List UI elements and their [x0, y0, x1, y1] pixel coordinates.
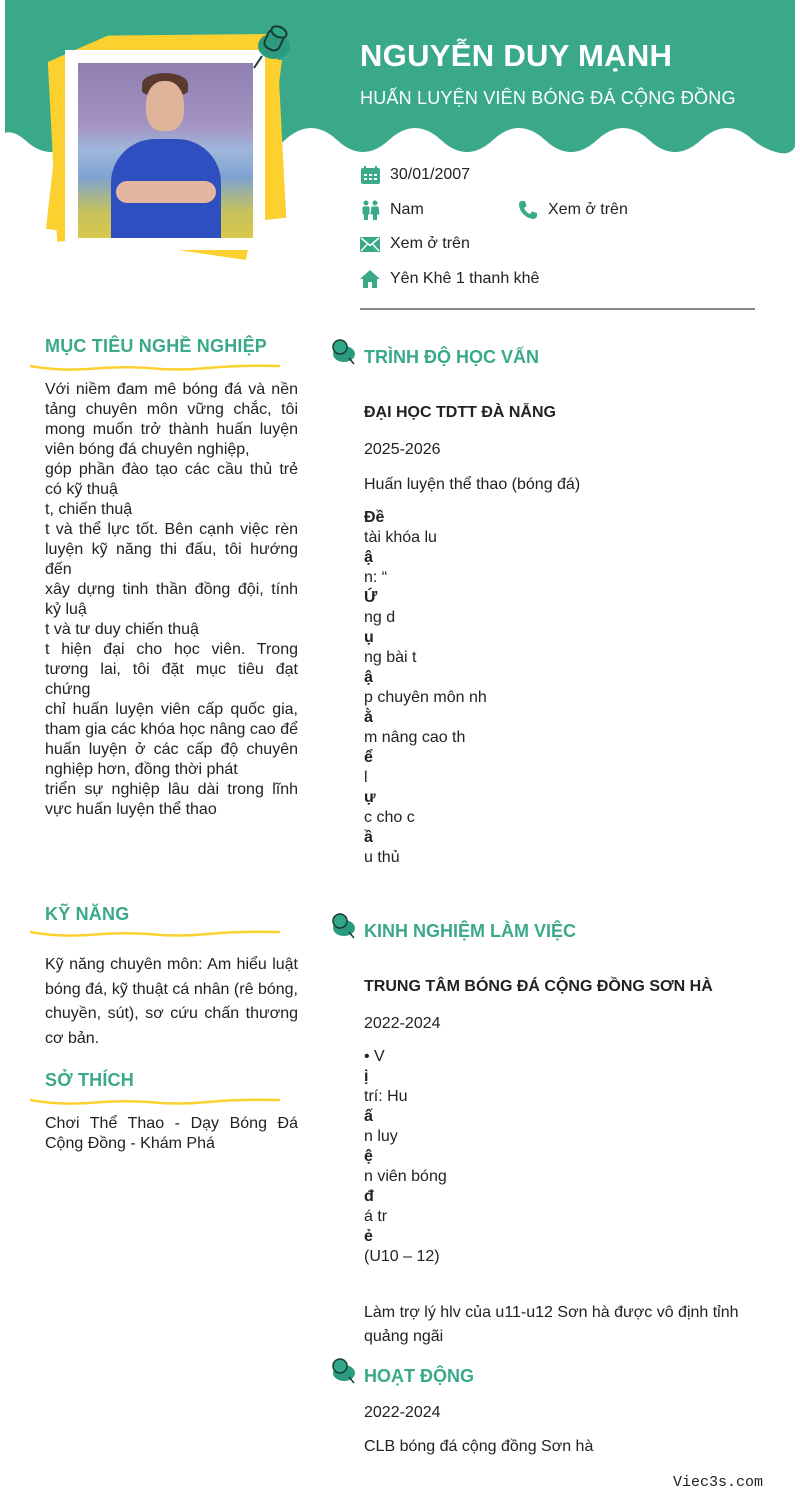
company-name: TRUNG TÂM BÓNG ĐÁ CỘNG ĐỒNG SƠN HÀ — [364, 978, 713, 995]
envelope-icon — [360, 234, 380, 254]
hobbies-text: Chơi Thể Thao - Dạy Bóng Đá Cộng Đồng - Khám Phá — [45, 1115, 298, 1152]
hobbies-heading: SỞ THÍCH — [45, 1070, 134, 1090]
activities-heading: HOẠT ĐỘNG — [364, 1366, 474, 1386]
contact-phone — [518, 200, 628, 220]
pushpin-icon — [329, 912, 357, 940]
skills-heading: KỸ NĂNG — [45, 904, 130, 924]
thesis-text: Đề tài khóa lu ậ n: “ Ứ ng d ụ ng bài t ậ p chuyên môn nh ằ m nâng cao th ể l ự c cho c ầ u thủ — [364, 509, 487, 866]
skills-text: Kỹ năng chuyên môn: Am hiểu luật bóng đá, kỹ thuật cá nhân (rê bóng, chuyền, sút), sơ cứu chấn thương cơ bản. — [45, 956, 298, 1047]
avatar — [78, 63, 253, 238]
email-value: Xem ở trên — [390, 235, 470, 252]
pushpin-icon — [248, 22, 292, 72]
activities-organization: CLB bóng đá cộng đồng Sơn hà — [364, 1438, 594, 1455]
phone-icon — [518, 200, 538, 220]
pushpin-icon — [329, 1357, 357, 1385]
contact-divider — [360, 308, 755, 310]
watermark: Viec3s.com — [673, 1474, 764, 1491]
education-period: 2025-2026 — [364, 441, 441, 458]
yellow-squiggle-divider — [28, 362, 282, 372]
role-text: • V ị trí: Hu ấ n luy ệ n viên bóng đ á tr ẻ (U10 – 12) — [364, 1048, 447, 1265]
contact-address — [360, 269, 539, 289]
education-major: Huấn luyện thể thao (bóng đá) — [364, 476, 581, 493]
calendar-icon — [360, 165, 380, 185]
objective-heading: MỤC TIÊU NGHỀ NGHIỆP — [45, 336, 268, 356]
contact-gender — [360, 200, 424, 220]
job-title: HUẤN LUYỆN VIÊN BÓNG ĐÁ CỘNG ĐỒNG — [360, 88, 736, 108]
experience-period: 2022-2024 — [364, 1015, 441, 1032]
address-value: Yên Khê 1 thanh khê — [390, 270, 540, 287]
pushpin-icon — [329, 338, 357, 366]
birthdate-value: 30/01/2007 — [390, 166, 471, 183]
experience-description: Làm trợ lý hlv của u11-u12 Sơn hà được vô định tỉnh quảng ngãi — [364, 1304, 739, 1345]
yellow-squiggle-divider — [28, 928, 282, 938]
yellow-squiggle-divider — [28, 1096, 282, 1106]
contact-email — [360, 234, 470, 254]
phone-value: Xem ở trên — [548, 201, 628, 218]
gender-value: Nam — [390, 201, 424, 218]
experience-heading: KINH NGHIỆM LÀM VIỆC — [364, 921, 577, 941]
education-heading: TRÌNH ĐỘ HỌC VẤN — [364, 347, 539, 367]
objective-text: Với niềm đam mê bóng đá và nền tảng chuyên môn vững chắc, tôi mong muốn trở thành huấn luyện viên bóng đá chuyên nghiệp, góp phần đào tạo các cầu thủ trẻ có kỹ thuậ t, chiến thuậ t và thể lực tốt. Bên cạnh việc rèn luyện kỹ năng thi đấu, tôi hướng đến xây dựng tinh thần đồng đội, tính kỷ luậ t và tư duy chiến thuậ t hiện đại cho học viên. Trong tương lai, tôi đặt mục tiêu đạt chứng chỉ huấn luyện viên cấp quốc gia, tham gia các khóa học nâng cao để huấn luyện ở các cấp độ chuyên nghiệp hơn, đồng thời phát triển sự nghiệp lâu dài trong lĩnh vực huấn luyện thể thao — [45, 381, 298, 818]
school-name: ĐẠI HỌC TDTT ĐÀ NẴNG — [364, 404, 556, 421]
candidate-name: NGUYỄN DUY MẠNH — [360, 38, 673, 73]
contact-birthdate — [360, 165, 470, 185]
home-icon — [360, 269, 380, 289]
gender-icon — [360, 200, 380, 220]
activities-period: 2022-2024 — [364, 1404, 441, 1421]
